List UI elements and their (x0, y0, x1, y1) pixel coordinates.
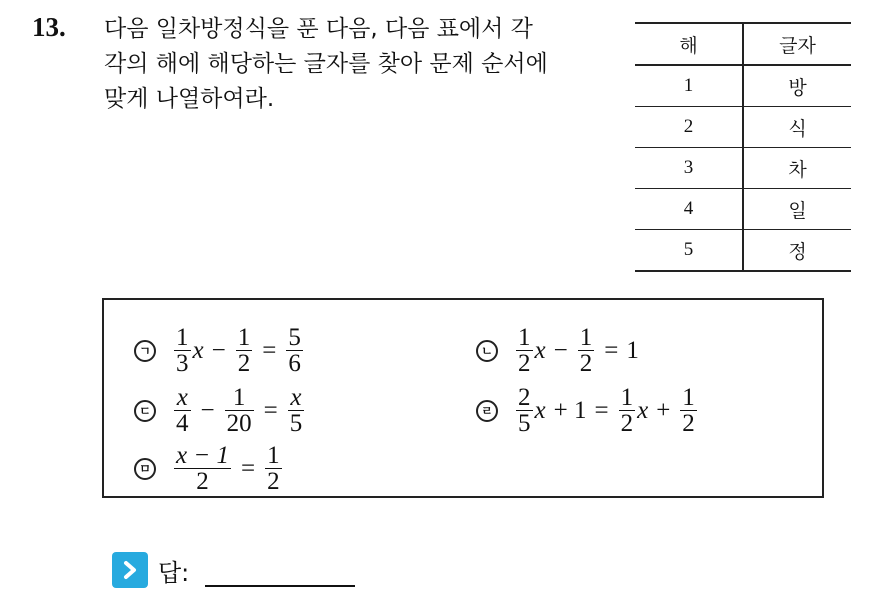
operator: + 1 (553, 396, 587, 424)
cell-solution: 1 (635, 65, 743, 107)
question-text (104, 12, 619, 117)
variable: x (534, 336, 546, 364)
denominator: 2 (682, 410, 695, 437)
rhs-value: 1 (626, 336, 639, 364)
table-row (635, 148, 851, 189)
equation-5 (134, 443, 284, 494)
equals: = (263, 396, 278, 424)
marker-circle: ㅁ (134, 458, 156, 480)
operator: − (553, 336, 568, 364)
numerator: 1 (267, 442, 280, 469)
fraction (578, 325, 595, 376)
question-line: 맞게 나열하여라. (104, 86, 275, 112)
denominator: 2 (267, 468, 280, 495)
answer-blank[interactable] (205, 553, 355, 587)
denominator: 2 (620, 410, 634, 437)
operator: + (656, 396, 671, 424)
numerator: 1 (176, 324, 189, 351)
table-row (635, 230, 851, 272)
equation-3 (134, 385, 306, 436)
equals: = (240, 454, 256, 482)
numerator: 1 (579, 324, 593, 351)
denominator: 6 (288, 350, 301, 377)
numerator: 2 (518, 384, 531, 411)
fraction (680, 385, 697, 436)
denominator: 2 (518, 350, 531, 377)
numerator: x (176, 384, 188, 411)
equals: = (262, 336, 277, 364)
denominator: 5 (289, 410, 303, 437)
denominator: 2 (196, 468, 209, 495)
denominator: 2 (579, 350, 593, 377)
answer-label: 답: (158, 558, 190, 587)
question-line: 각의 해에 해당하는 글자를 찾아 문제 순서에 (104, 51, 548, 77)
cell-letter: 차 (788, 158, 807, 181)
numerator: 1 (682, 384, 695, 411)
equals: = (594, 396, 609, 424)
fraction (236, 325, 253, 376)
fraction (516, 325, 533, 376)
fraction (265, 443, 282, 494)
header-solution: 해 (635, 23, 743, 65)
fraction (286, 325, 303, 376)
cell-letter: 정 (788, 240, 807, 263)
fraction (174, 385, 191, 436)
equation-4 (476, 385, 699, 436)
answer-row (112, 552, 355, 588)
numerator: 1 (620, 384, 634, 411)
numerator: x (290, 384, 302, 411)
denominator: 2 (237, 350, 251, 377)
header-letter: 글자 (779, 34, 816, 57)
marker-circle: ㄷ (134, 400, 156, 422)
fraction (619, 385, 636, 436)
denominator: 4 (176, 410, 189, 437)
table-row (635, 65, 851, 107)
equation-box (102, 298, 824, 498)
denominator: 5 (518, 410, 531, 437)
numerator: 1 (237, 324, 251, 351)
operator: − (200, 396, 215, 424)
cell-solution: 3 (635, 148, 743, 189)
denominator: 20 (226, 410, 252, 437)
denominator: 3 (176, 350, 189, 377)
marker-circle: ㄴ (476, 340, 498, 362)
numerator: 1 (232, 384, 246, 411)
numerator: x − 1 (176, 442, 229, 469)
chevron-right-icon (112, 552, 148, 588)
variable: x (192, 336, 204, 364)
fraction (516, 385, 533, 436)
equation-1 (134, 325, 305, 376)
variable: x (637, 396, 649, 424)
fraction (225, 385, 254, 436)
question-line: 다음 일차방정식을 푼 다음, 다음 표에서 각 (104, 16, 533, 42)
cell-letter: 방 (788, 76, 807, 99)
numerator: 5 (288, 324, 301, 351)
cell-solution: 5 (635, 230, 743, 272)
solution-letter-table (635, 22, 851, 272)
table-row (635, 189, 851, 230)
cell-solution: 2 (635, 107, 743, 148)
numerator: 1 (518, 324, 531, 351)
fraction (174, 325, 191, 376)
equals: = (604, 336, 619, 364)
cell-letter: 식 (788, 117, 807, 140)
operator: − (211, 336, 226, 364)
marker-circle: ㄹ (476, 400, 498, 422)
marker-circle: ㄱ (134, 340, 156, 362)
variable: x (534, 396, 546, 424)
fraction (288, 385, 305, 436)
cell-solution: 4 (635, 189, 743, 230)
table-header-row (635, 23, 851, 65)
equation-2 (476, 325, 639, 376)
cell-letter: 일 (788, 199, 807, 222)
table-row (635, 107, 851, 148)
question-number: 13. (32, 12, 66, 42)
fraction (174, 443, 231, 494)
